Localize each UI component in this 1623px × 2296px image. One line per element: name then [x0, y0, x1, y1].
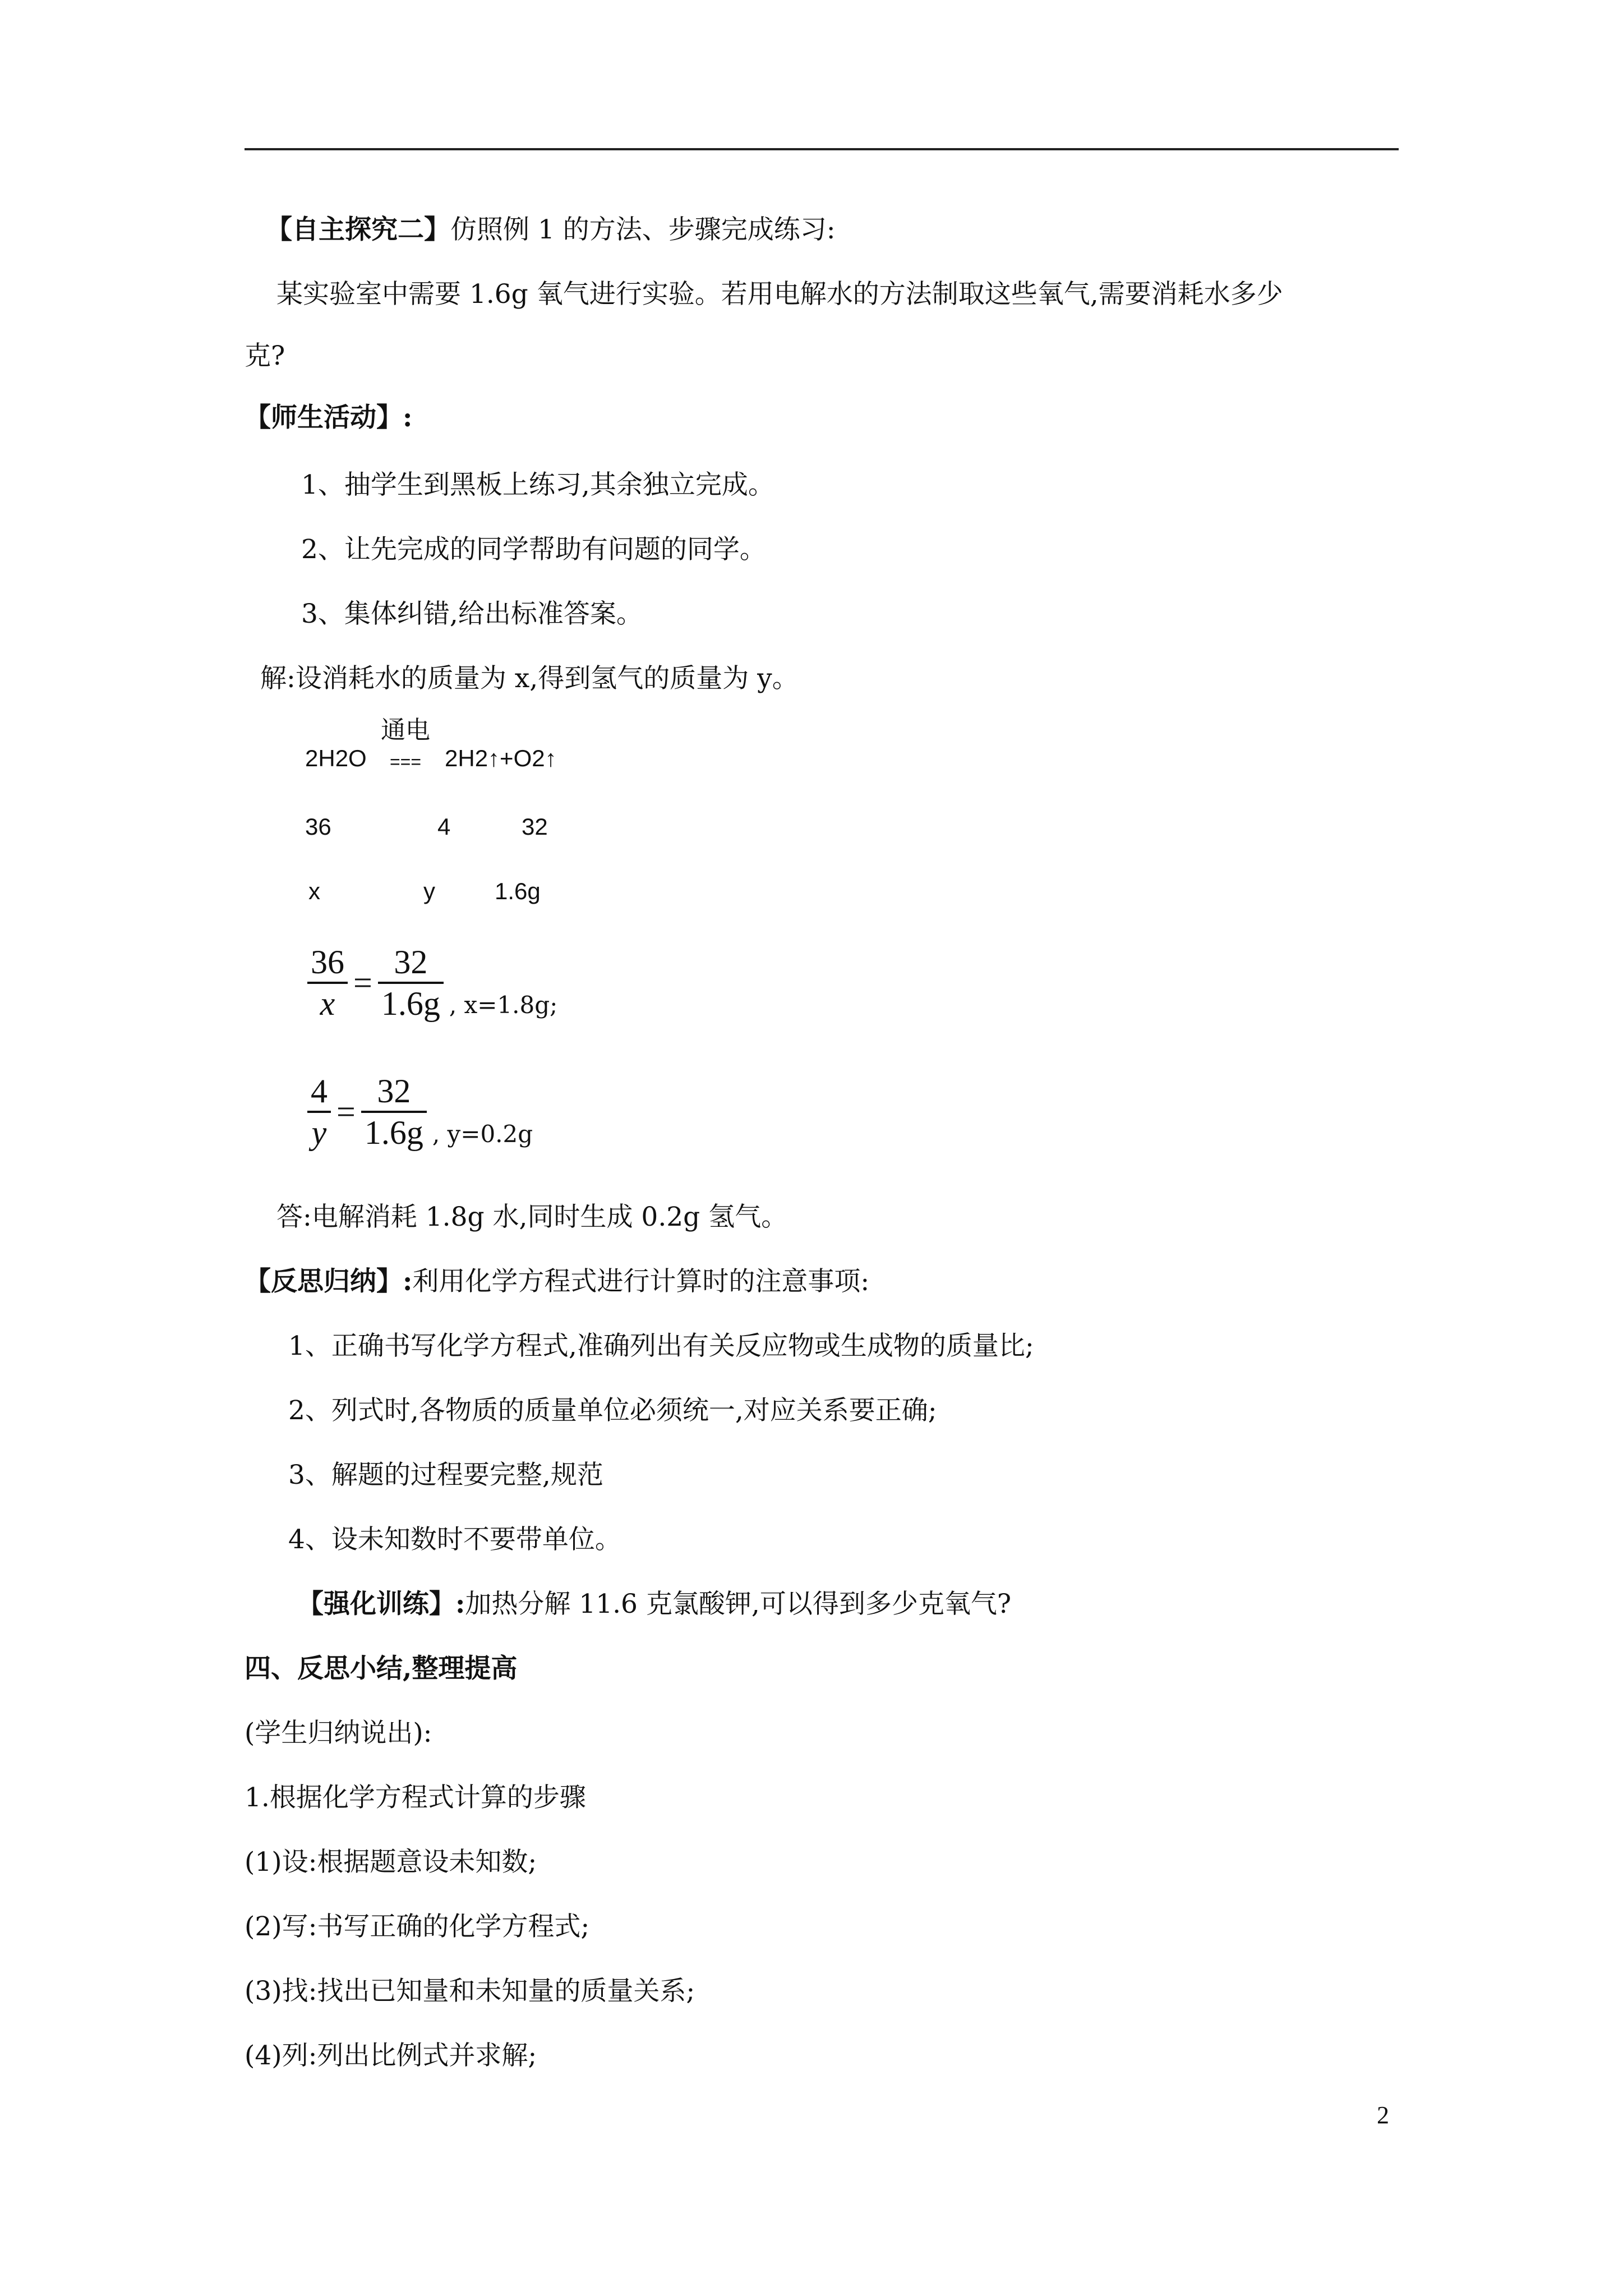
training-text: 加热分解 11.6 克氯酸钾,可以得到多少克氧气?: [465, 1589, 1012, 1619]
summary-step: (2)写:书写正确的化学方程式;: [245, 1911, 590, 1942]
equation-products: 2H2↑+O2↑: [445, 745, 557, 771]
fraction-numerator: 36: [311, 944, 344, 981]
summary-heading: 四、反思小结,整理提高: [245, 1653, 518, 1684]
equals-sign: =: [336, 1093, 356, 1130]
mass-water: 36: [305, 813, 331, 840]
equation-condition: 通电: [381, 716, 430, 744]
reflection-label: 【反思归纳】:: [245, 1266, 413, 1297]
training-line: [297, 1588, 1011, 1621]
reflection-item: 1、正确书写化学方程式,准确列出有关反应物或生成物的质量比;: [288, 1331, 1034, 1361]
reflection-line: [245, 1265, 869, 1299]
solution-answer: 答:电解消耗 1.8g 水,同时生成 0.2g 氢气。: [276, 1202, 788, 1232]
fraction-denominator: x: [320, 985, 335, 1022]
result-x: , x=1.8g;: [449, 991, 558, 1019]
fraction-numerator: 32: [394, 944, 428, 981]
explore2-line: [266, 213, 836, 247]
reflection-item: 2、列式时,各物质的质量单位必须统一,对应关系要正确;: [288, 1395, 937, 1426]
fraction-denominator: 1.6g: [364, 1114, 423, 1151]
equation-arrow: ===: [389, 752, 422, 772]
proportion-x: [307, 942, 557, 1023]
header-rule: [245, 148, 1399, 150]
problem-line-2: 克?: [245, 341, 285, 371]
proportion-y: [307, 1071, 533, 1152]
reflection-item: 4、设未知数时不要带单位。: [288, 1524, 621, 1555]
reflection-text: 利用化学方程式进行计算时的注意事项:: [412, 1266, 870, 1297]
activity-item: 1、抽学生到黑板上练习,其余独立完成。: [301, 470, 774, 500]
summary-step: (4)列:列出比例式并求解;: [245, 2040, 537, 2071]
result-y: , y=0.2g: [432, 1120, 533, 1148]
fraction-rhs: [378, 942, 444, 1023]
fraction-denominator: y: [311, 1114, 327, 1151]
activity-label: 【师生活动】:: [245, 402, 413, 433]
summary-step: (1)设:根据题意设未知数;: [245, 1847, 537, 1878]
summary-title: 1.根据化学方程式计算的步骤: [245, 1782, 586, 1813]
page-number: 2: [1377, 2101, 1389, 2129]
unknown-x: x: [308, 878, 320, 904]
fraction-denominator: 1.6g: [381, 985, 440, 1022]
explore2-label: 【自主探究二】: [266, 214, 450, 245]
fraction-lhs: [307, 1071, 331, 1152]
explore2-text: 仿照例 1 的方法、步骤完成练习:: [450, 214, 836, 245]
mass-hydrogen: 4: [437, 813, 451, 840]
equals-sign: =: [353, 964, 372, 1001]
problem-line-1: 某实验室中需要 1.6g 氧气进行实验。若用电解水的方法制取这些氧气,需要消耗水多少: [276, 279, 1283, 310]
training-label: 【强化训练】:: [297, 1589, 465, 1619]
fraction-numerator: 32: [377, 1073, 411, 1110]
fraction-rhs: [361, 1071, 427, 1152]
activity-item: 3、集体纠错,给出标准答案。: [301, 599, 643, 629]
given-oxygen: 1.6g: [495, 878, 541, 904]
summary-step: (3)找:找出已知量和未知量的质量关系;: [245, 1976, 695, 2007]
fraction-numerator: 4: [311, 1073, 328, 1110]
activity-item: 2、让先完成的同学帮助有问题的同学。: [301, 534, 766, 565]
equation-reactant: 2H2O: [305, 745, 367, 771]
solution-intro: 解:设消耗水的质量为 x,得到氢气的质量为 y。: [260, 663, 799, 694]
fraction-lhs: [307, 942, 348, 1023]
unknown-y: y: [423, 878, 435, 904]
mass-oxygen: 32: [522, 813, 548, 840]
reflection-item: 3、解题的过程要完整,规范: [288, 1460, 603, 1490]
summary-note: (学生归纳说出):: [245, 1718, 432, 1749]
